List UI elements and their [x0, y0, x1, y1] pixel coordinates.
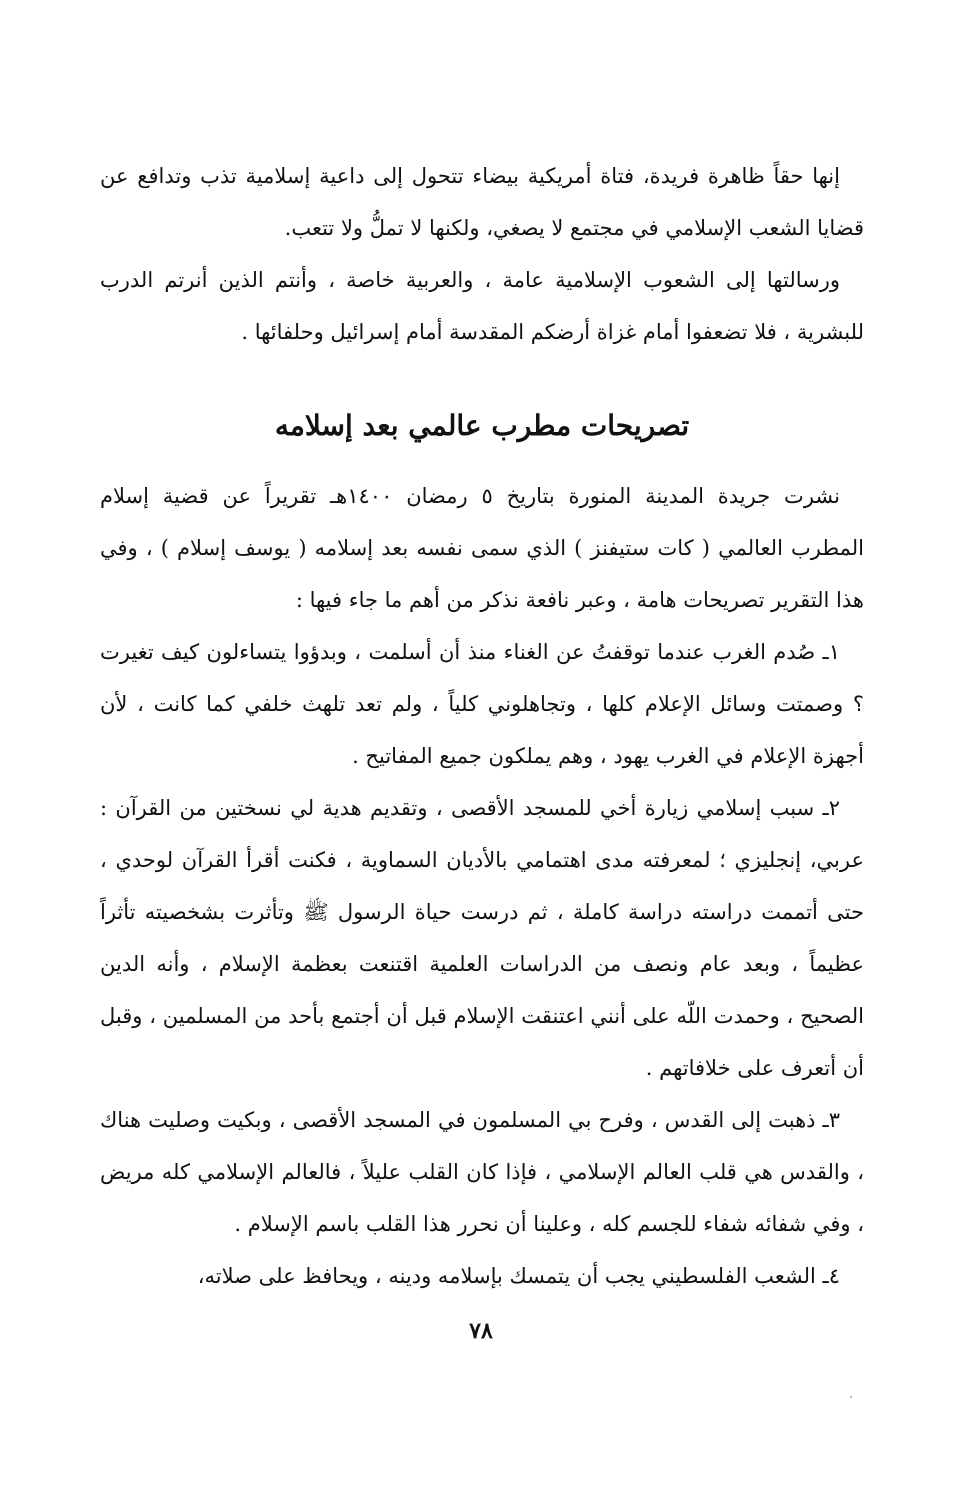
list-item-2: ٢ـ سبب إسلامي زيارة أخي للمسجد الأقصى ، وتقديم هدية لي نسختين من القرآن : عربي، إنجليزي ؛ لمعرفته مدى اهتمامي بالأديان السماوية ، فكنت أقرأ القرآن لوحدي ، حتى أتممت دراسته دراسة كاملة ، ثم درست حياة الرسول ﷺ وتأثرت بشخصيته تأثراً عظيماً ، وبعد عام ونصف من الدراسات العلمية اقتنعت بعظمة الإسلام ، وأنه الدين الصحيح ، وحمدت اللّه على أنني اعتنقت الإسلام قبل أن أجتمع بأحد من المسلمين ، وقبل أن أتعرف على خلافاتهم . — [100, 796, 864, 1080]
intro-paragraph-2: ورسالتها إلى الشعوب الإسلامية عامة ، والعربية خاصة ، وأنتم الذين أنرتم الدرب للبشرية ، فلا تضعفوا أمام غزاة أرضكم المقدسة أمام إسرائيل وحلفائها . — [100, 268, 864, 344]
page-number: ٧٨ — [469, 1318, 493, 1344]
list-item-3: ٣ـ ذهبت إلى القدس ، وفرح بي المسلمون في المسجد الأقصى ، وبكيت وصليت هناك ، والقدس هي قلب العالم الإسلامي ، فإذا كان القلب عليلاً ، فالعالم الإسلامي كله مريض ، وفي شفائه شفاء للجسم كله ، وعلينا أن نحرر هذا القلب باسم الإسلام . — [100, 1108, 864, 1236]
page-body — [100, 150, 864, 1302]
scan-speck — [850, 1396, 852, 1398]
intro-paragraph-1: إنها حقاً ظاهرة فريدة، فتاة أمريكية بيضاء تتحول إلى داعية إسلامية تذب وتدافع عن قضايا الشعب الإسلامي في مجتمع لا يصغي، ولكنها لا تملُّ ولا تتعب. — [100, 164, 864, 240]
lead-paragraph: نشرت جريدة المدينة المنورة بتاريخ ٥ رمضان ١٤٠٠هـ تقريراً عن قضية إسلام المطرب العالمي ( كات ستيفنز ) الذي سمى نفسه بعد إسلامه ( يوسف إسلام ) ، وفي هذا التقرير تصريحات هامة ، وعبر نافعة نذكر من أهم ما جاء فيها : — [100, 484, 864, 612]
list-item-4: ٤ـ الشعب الفلسطيني يجب أن يتمسك بإسلامه ودينه ، ويحافظ على صلاته، — [197, 1264, 840, 1288]
section-heading: تصريحات مطرب عالمي بعد إسلامه — [274, 409, 690, 442]
list-item-1: ١ـ صُدم الغرب عندما توقفتُ عن الغناء منذ أن أسلمت ، وبدؤوا يتساءلون كيف تغيرت ؟ وصمتت وسائل الإعلام كلها ، وتجاهلوني كلياً ، ولم تعد تلهث خلفي كما كانت ، لأن أجهزة الإعلام في الغرب يهود ، وهم يملكون جميع المفاتيح . — [100, 640, 864, 768]
